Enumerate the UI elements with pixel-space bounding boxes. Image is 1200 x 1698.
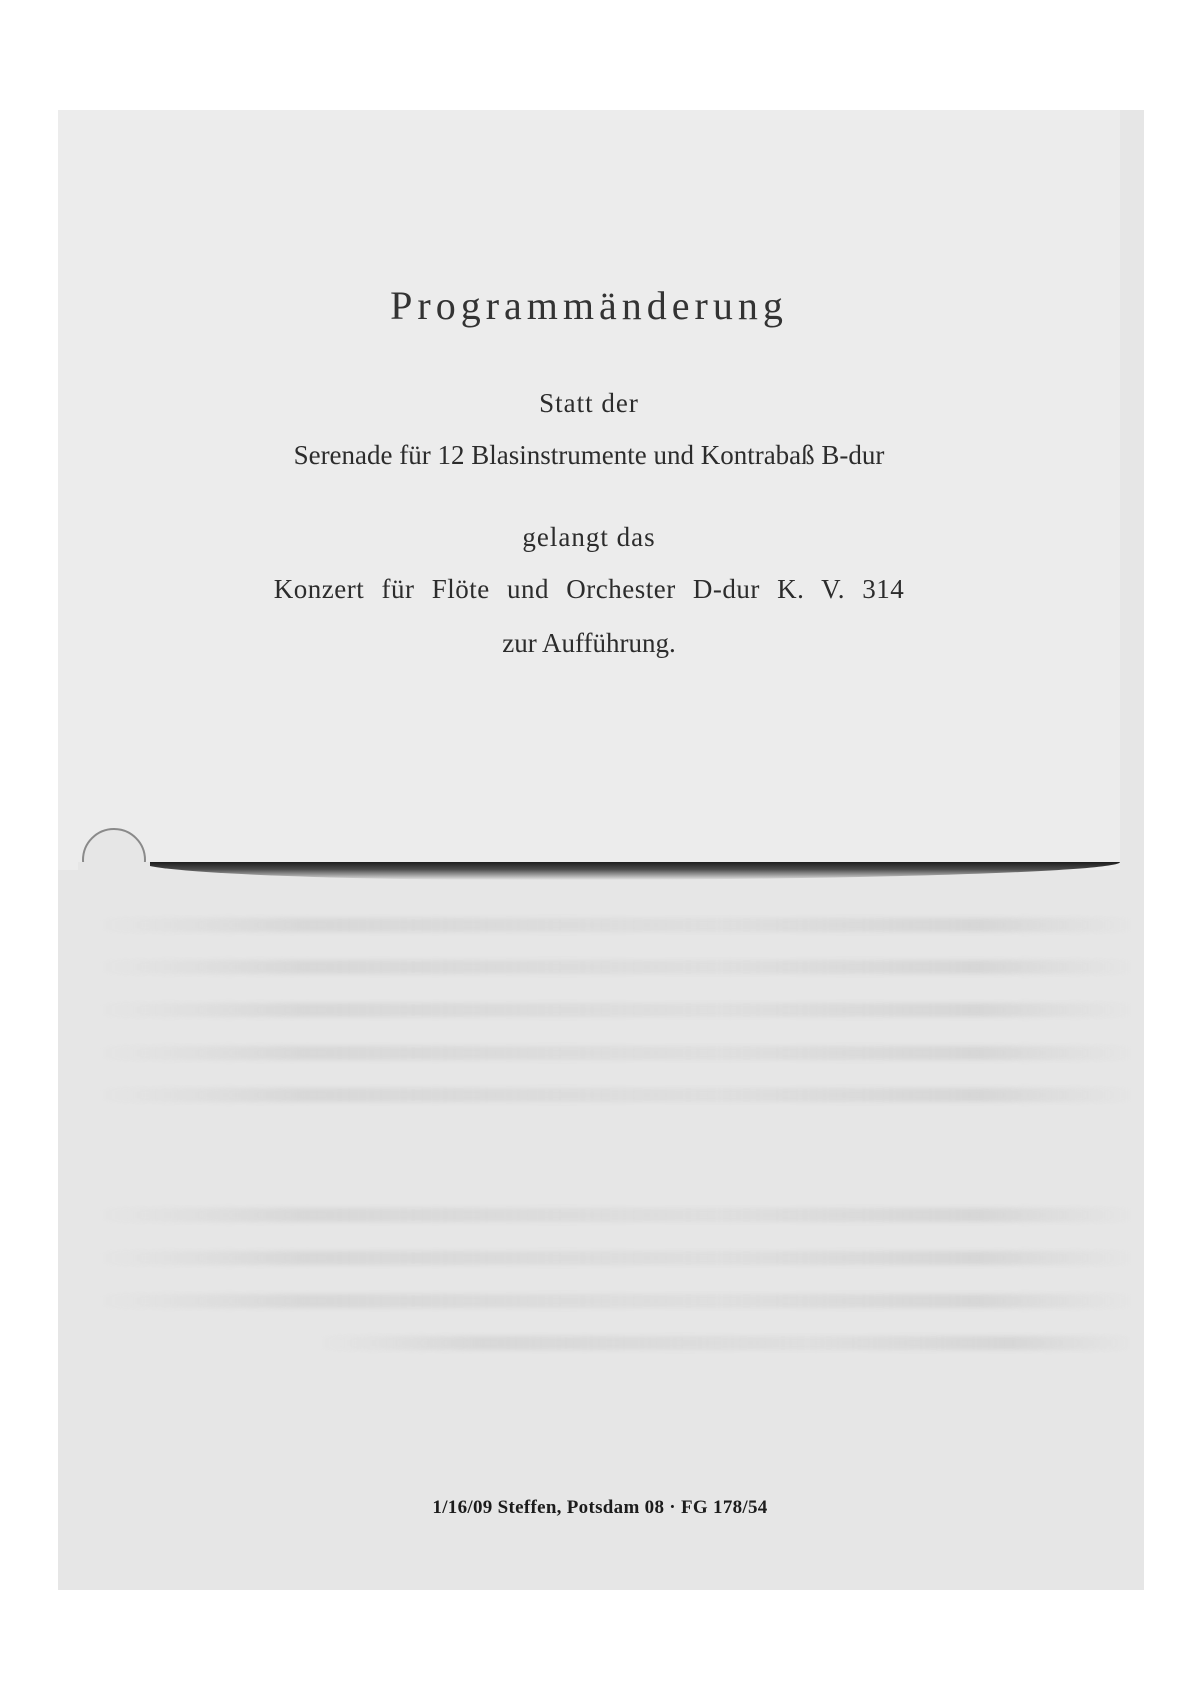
show-through-text xyxy=(98,1294,1134,1308)
card-line-4: Konzert für Flöte und Orchester D-dur K. V. 314 xyxy=(273,574,905,604)
show-through-text xyxy=(98,960,1134,974)
show-through-text xyxy=(98,1208,1134,1222)
insert-card xyxy=(58,110,1120,870)
show-through-text xyxy=(318,1336,1134,1350)
card-title: Programmänderung xyxy=(390,283,788,328)
show-through-text xyxy=(98,1251,1134,1265)
show-through-text xyxy=(98,1088,1134,1102)
printer-imprint: 1/16/09 Steffen, Potsdam 08 · FG 178/54 xyxy=(432,1497,768,1518)
card-line-2: Serenade für 12 Blasinstrumente und Kontrabaß B-dur xyxy=(293,440,885,470)
show-through-text xyxy=(98,1046,1134,1060)
card-line-5: zur Aufführung. xyxy=(502,628,676,658)
show-through-text xyxy=(98,1003,1134,1017)
card-line-3: gelangt das xyxy=(522,522,656,552)
thumb-notch-cover xyxy=(78,862,150,902)
show-through-text xyxy=(98,918,1134,932)
card-line-1: Statt der xyxy=(539,388,639,418)
